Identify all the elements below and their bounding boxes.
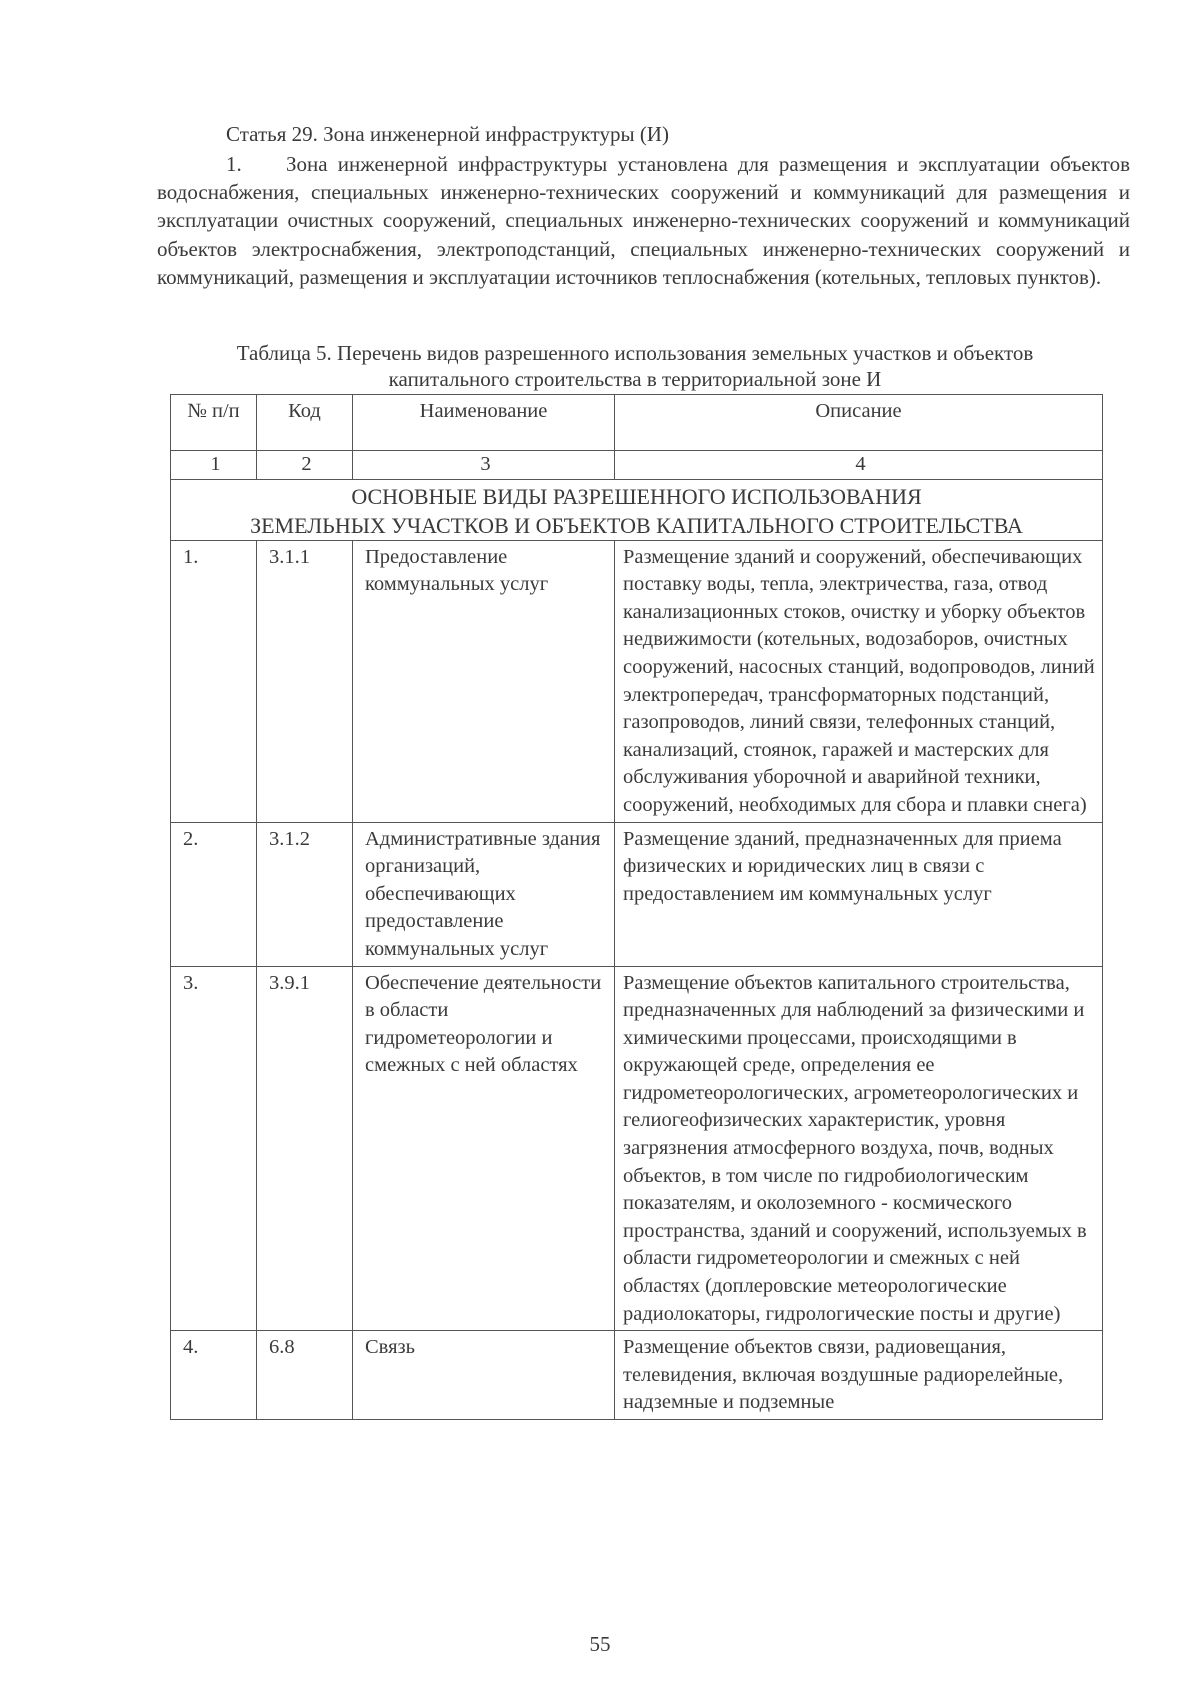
- header-description: Описание: [615, 395, 1103, 451]
- row-name: Связь: [353, 1331, 615, 1420]
- section-heading: [171, 479, 1103, 540]
- row-description: Размещение объектов капитального строительства, предназначенных для наблюдений за физическими и химическими процессами, происходящими в окружающей среде, определения ее гидрометеорологических, агрометеорологических и гелиогеофизических характеристик, уровня загрязнения атмосферного воздуха, почв, водных объектов, в том числе по гидробиологическим показателям, и околоземного - космического пространства, зданий и сооружений, используемых в области гидрометеорологии и смежных с ней областях (доплеровские метеорологические радиолокаторы, гидрологические посты и другие): [615, 966, 1103, 1331]
- table-caption-line-2: капитального строительства в территориальной зоне И: [388, 367, 882, 391]
- table-caption: [170, 340, 1100, 392]
- row-name: Обеспечение деятельности в области гидрометеорологии и смежных с ней областях: [353, 966, 615, 1331]
- header-num: № п/п: [171, 395, 257, 451]
- header-name: Наименование: [353, 395, 615, 451]
- paragraph-number: 1.: [226, 152, 242, 176]
- column-number: 1: [171, 451, 257, 480]
- row-name: Предоставление коммунальных услуг: [353, 540, 615, 822]
- paragraph-text: Зона инженерной инфраструктуры установлена для размещения и эксплуатации объектов водоснабжения, специальных инженерно-технических сооружений и коммуникаций для размещения и эксплуатации очистных сооружений, специальных инженерно-технических сооружений и коммуникаций объектов электроснабжения, электроподстанций, специальных инженерно-технических сооружений и коммуникаций, размещения и эксплуатации источников теплоснабжения (котельных, тепловых пунктов).: [157, 152, 1130, 289]
- column-number: 2: [257, 451, 353, 480]
- section-heading-line-1: ОСНОВНЫЕ ВИДЫ РАЗРЕШЕННОГО ИСПОЛЬЗОВАНИЯ: [351, 483, 922, 509]
- column-number-row: [171, 451, 1103, 480]
- row-num: 2.: [171, 822, 257, 966]
- row-num: 3.: [171, 966, 257, 1331]
- row-num: 1.: [171, 540, 257, 822]
- row-description: Размещение объектов связи, радиовещания, телевидения, включая воздушные радиорелейные, надземные и подземные: [615, 1331, 1103, 1420]
- section-heading-line-2: ЗЕМЕЛЬНЫХ УЧАСТКОВ И ОБЪЕКТОВ КАПИТАЛЬНОГО СТРОИТЕЛЬСТВА: [250, 512, 1023, 538]
- column-number: 3: [353, 451, 615, 480]
- land-use-table: [170, 394, 1103, 1420]
- row-code: 3.1.1: [257, 540, 353, 822]
- row-name: Административные здания организаций, обеспечивающих предоставление коммунальных услуг: [353, 822, 615, 966]
- table-caption-line-1: Таблица 5. Перечень видов разрешенного использования земельных участков и объектов: [236, 341, 1034, 365]
- table-row: [171, 540, 1103, 822]
- section-heading-row: [171, 479, 1103, 540]
- row-description: Размещение зданий, предназначенных для приема физических и юридических лиц в связи с предоставлением им коммунальных услуг: [615, 822, 1103, 966]
- row-code: 6.8: [257, 1331, 353, 1420]
- row-description: Размещение зданий и сооружений, обеспечивающих поставку воды, тепла, электричества, газа, отвод канализационных стоков, очистку и уборку объектов недвижимости (котельных, водозаборов, очистных сооружений, насосных станций, водопроводов, линий электропередач, трансформаторных подстанций, газопроводов, линий связи, телефонных станций, канализаций, стоянок, гаражей и мастерских для обслуживания уборочной и аварийной техники, сооружений, необходимых для сбора и плавки снега): [615, 540, 1103, 822]
- article-heading: Статья 29. Зона инженерной инфраструктуры (И): [226, 122, 669, 146]
- table-row: [171, 1331, 1103, 1420]
- page-number: 55: [589, 1632, 611, 1656]
- row-code: 3.9.1: [257, 966, 353, 1331]
- table-row: [171, 966, 1103, 1331]
- article-paragraph: [157, 150, 1130, 291]
- table-header-row: [171, 395, 1103, 451]
- header-code: Код: [257, 395, 353, 451]
- row-code: 3.1.2: [257, 822, 353, 966]
- column-number: 4: [615, 451, 1103, 480]
- row-num: 4.: [171, 1331, 257, 1420]
- table-row: [171, 822, 1103, 966]
